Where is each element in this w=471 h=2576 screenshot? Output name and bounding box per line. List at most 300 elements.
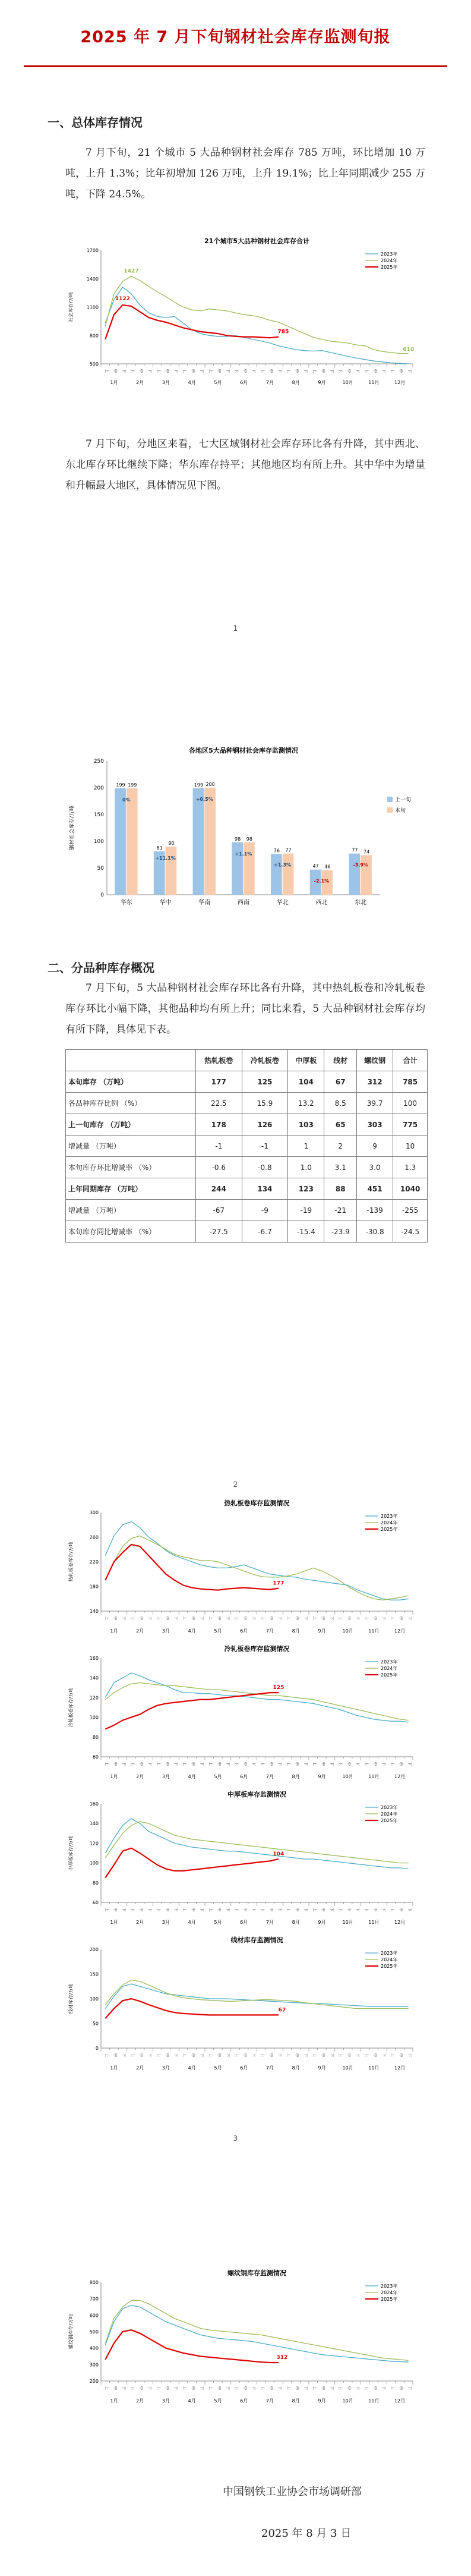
x-sub-tick-label: 下 [121, 369, 126, 373]
x-sub-tick-label: 下 [199, 2053, 204, 2058]
x-sub-tick-label: 下 [199, 1616, 204, 1621]
category-label: 东北 [355, 899, 367, 906]
table-cell: 178 [196, 1114, 242, 1136]
y-tick-label: 120 [89, 1841, 99, 1847]
x-month-label: 8月 [292, 1920, 300, 1925]
table-header: 热轧板卷 [196, 1050, 242, 1071]
bar-value-label: 90 [168, 841, 175, 846]
legend-label: 2023年 [381, 1659, 398, 1665]
x-month-label: 1月 [110, 1628, 118, 1634]
table-cell: 126 [242, 1114, 288, 1136]
table-cell: 65 [324, 1114, 357, 1136]
x-sub-tick-label: 中 [165, 2053, 169, 2058]
x-month-label: 2月 [136, 380, 144, 385]
x-sub-tick-label: 中 [346, 1616, 351, 1621]
chart-title: 中厚板库存监测情况 [227, 1791, 286, 1798]
x-month-label: 11月 [368, 1920, 380, 1925]
table-cell: 15.9 [242, 1093, 288, 1114]
x-sub-tick-label: 下 [303, 1762, 308, 1766]
data-label: 1427 [124, 268, 139, 275]
legend-label: 2023年 [381, 1805, 398, 1810]
x-sub-tick-label: 下 [147, 1762, 152, 1766]
table-row [66, 1093, 428, 1114]
x-sub-tick-label: 下 [173, 1762, 178, 1766]
x-sub-tick-label: 下 [173, 2053, 178, 2058]
page-title: 2025 年 7 月下旬钢材社会库存监测旬报 [80, 28, 391, 46]
x-sub-tick-label: 上 [104, 1762, 109, 1766]
x-sub-tick-label: 上 [363, 369, 368, 373]
x-sub-tick-label: 下 [303, 1908, 308, 1912]
table-cell: 775 [393, 1114, 428, 1136]
table-cell: -9 [242, 1200, 288, 1221]
table-row-label: 本旬库存同比增减率 （%） [66, 1221, 196, 1243]
x-sub-tick-label: 下 [251, 1616, 256, 1621]
table-cell: -255 [393, 1200, 428, 1221]
x-month-label: 3月 [162, 1774, 170, 1779]
table-cell: -0.8 [242, 1157, 288, 1178]
x-sub-tick-label: 中 [138, 369, 143, 373]
table-cell: 3.1 [324, 1157, 357, 1178]
x-sub-tick-label: 下 [147, 2386, 152, 2391]
x-month-label: 8月 [292, 1628, 300, 1634]
x-sub-tick-label: 上 [286, 1616, 290, 1621]
x-month-label: 7月 [265, 2398, 274, 2404]
data-label: 67 [278, 2007, 286, 2014]
y-tick-label: 800 [89, 2280, 99, 2285]
x-sub-tick-label: 下 [329, 1616, 334, 1621]
x-month-label: 9月 [318, 1920, 326, 1925]
table-row [66, 1178, 428, 1200]
table-cell: 39.7 [356, 1093, 393, 1114]
table-cell: 103 [288, 1114, 324, 1136]
x-sub-tick-label: 上 [363, 1908, 368, 1912]
y-tick-label: 160 [89, 1656, 99, 1661]
x-sub-tick-label: 中 [295, 1908, 299, 1912]
x-month-label: 6月 [240, 2065, 248, 2071]
data-label: 312 [276, 2355, 288, 2361]
category-label: 华南 [198, 899, 211, 906]
table-header: 螺纹钢 [356, 1050, 393, 1071]
table-cell: 125 [242, 1071, 288, 1093]
x-month-label: 10月 [342, 1628, 353, 1634]
x-sub-tick-label: 上 [260, 2386, 264, 2391]
section-2-heading: 二、分品种库存概况 [48, 961, 154, 975]
x-month-label: 10月 [342, 2398, 353, 2404]
bar-本旬 [244, 842, 255, 895]
bar-本旬 [166, 847, 177, 895]
table-cell: 1040 [393, 1178, 428, 1200]
bar-value-label: 200 [206, 782, 215, 787]
chart-title: 各地区5大品种钢材社会库存监测情况 [189, 747, 298, 754]
x-sub-tick-label: 上 [156, 1908, 160, 1912]
legend-label: 2023年 [381, 2284, 398, 2289]
section-1-paragraph: 7 月下旬，21 个城市 5 大品种钢材社会库存 785 万吨，环比增加 10 万吨，上升 1.3%；比年初增加 126 万吨，上升 19.1%；比上年同期减少 255 万吨，下降 24.5%。 [65, 147, 425, 200]
x-sub-tick-label: 下 [381, 1908, 385, 1912]
x-sub-tick-label: 上 [234, 1908, 239, 1912]
x-month-label: 4月 [188, 2065, 196, 2071]
y-tick-label: 140 [89, 1821, 99, 1827]
hot-rolled-chart [65, 1498, 422, 1635]
y-tick-label: 150 [93, 812, 104, 818]
x-sub-tick-label: 上 [338, 1908, 343, 1912]
x-sub-tick-label: 上 [182, 1908, 186, 1912]
table-row [66, 1221, 428, 1243]
x-sub-tick-label: 中 [295, 369, 299, 373]
table-row [66, 1157, 428, 1178]
x-sub-tick-label: 下 [381, 369, 385, 373]
x-sub-tick-label: 中 [268, 369, 273, 373]
x-month-label: 2月 [136, 1920, 144, 1925]
table-cell: 100 [393, 1093, 428, 1114]
x-sub-tick-label: 中 [268, 1762, 273, 1766]
x-month-label: 4月 [188, 1628, 196, 1634]
x-sub-tick-label: 中 [399, 369, 403, 373]
table-cell: -6.7 [242, 1221, 288, 1243]
series-line-2023年 [105, 1819, 408, 1869]
x-sub-tick-label: 中 [112, 1616, 117, 1621]
table-row [66, 1071, 428, 1093]
data-label: 1122 [115, 295, 130, 302]
x-sub-tick-label: 下 [381, 2053, 385, 2058]
y-tick-label: 700 [89, 2296, 99, 2302]
x-month-label: 10月 [342, 2065, 353, 2071]
x-month-label: 11月 [368, 1628, 380, 1634]
x-sub-tick-label: 中 [399, 2053, 403, 2058]
y-tick-label: 80 [92, 1880, 99, 1886]
x-sub-tick-label: 上 [156, 2053, 160, 2058]
table-row-label: 增减量 （万吨） [66, 1136, 196, 1157]
table-row-label: 各品种库存比例 （%） [66, 1093, 196, 1114]
y-tick-label: 160 [89, 1801, 99, 1807]
y-tick-label: 1700 [86, 248, 99, 253]
table-cell: 303 [356, 1114, 393, 1136]
x-sub-tick-label: 下 [277, 1908, 282, 1912]
x-month-label: 9月 [318, 1774, 326, 1779]
legend-label: 本旬 [395, 808, 406, 814]
x-sub-tick-label: 下 [173, 1908, 178, 1912]
x-sub-tick-label: 下 [329, 2053, 334, 2058]
table-row [66, 1200, 428, 1221]
bar-value-label: 81 [156, 845, 163, 851]
x-month-label: 9月 [318, 1628, 326, 1634]
table-cell: -27.5 [196, 1221, 242, 1243]
legend-label: 2025年 [381, 1527, 398, 1532]
legend-label: 2024年 [381, 1811, 398, 1817]
bar-value-label: 199 [116, 782, 125, 788]
x-month-label: 6月 [240, 1774, 248, 1779]
x-sub-tick-label: 上 [234, 369, 239, 373]
category-label: 华中 [159, 899, 172, 906]
x-month-label: 5月 [214, 380, 222, 385]
x-month-label: 12月 [394, 1920, 406, 1925]
y-tick-label: 800 [89, 333, 99, 339]
x-sub-tick-label: 上 [260, 1908, 264, 1912]
legend-label: 2023年 [381, 1514, 398, 1519]
x-sub-tick-label: 下 [277, 1762, 282, 1766]
x-sub-tick-label: 中 [242, 369, 247, 373]
x-sub-tick-label: 中 [346, 1908, 351, 1912]
table-cell: 177 [196, 1071, 242, 1093]
x-sub-tick-label: 上 [363, 1762, 368, 1766]
x-sub-tick-label: 上 [182, 2053, 186, 2058]
section-1-paragraph-2: 7 月下旬，分地区来看，七大区域钢材社会库存环比各有升降，其中西北、东北库存环比继续下降；华东库存持平；其他地区均有所上升。其中华中为增量和升幅最大地区，具体情况见下图。 [65, 438, 425, 492]
x-sub-tick-label: 中 [216, 369, 221, 373]
x-sub-tick-label: 上 [234, 2053, 239, 2058]
x-month-label: 1月 [110, 1774, 118, 1779]
table-cell: 1.3 [393, 1157, 428, 1178]
series-line-2025年 [105, 1545, 279, 1590]
x-sub-tick-label: 上 [104, 2386, 109, 2391]
x-sub-tick-label: 下 [199, 1908, 204, 1912]
total-inventory-chart [65, 235, 422, 386]
x-sub-tick-label: 上 [363, 2053, 368, 2058]
y-tick-label: 260 [89, 1534, 99, 1540]
x-month-label: 4月 [188, 380, 196, 385]
x-sub-tick-label: 中 [191, 2386, 195, 2391]
x-sub-tick-label: 下 [407, 2053, 412, 2058]
x-sub-tick-label: 中 [372, 2386, 377, 2391]
x-month-label: 9月 [318, 380, 326, 385]
table-cell: 22.5 [196, 1093, 242, 1114]
table-cell: 8.5 [324, 1093, 357, 1114]
bar-value-label: 47 [312, 863, 319, 869]
x-month-label: 7月 [265, 1920, 274, 1925]
x-sub-tick-label: 中 [372, 369, 377, 373]
rebar-chart [65, 2268, 422, 2405]
x-sub-tick-label: 中 [112, 2386, 117, 2391]
cold-rolled-chart [65, 1644, 422, 1781]
y-tick-label: 50 [92, 2021, 99, 2027]
x-sub-tick-label: 下 [381, 1616, 385, 1621]
x-sub-tick-label: 下 [121, 2386, 126, 2391]
x-sub-tick-label: 下 [121, 1762, 126, 1766]
bar-上一旬 [271, 854, 282, 895]
x-sub-tick-label: 上 [130, 1762, 135, 1766]
x-sub-tick-label: 上 [338, 2386, 343, 2391]
change-label: +0.5% [195, 797, 213, 802]
bar-上一旬 [193, 788, 204, 895]
page-number: 3 [233, 2134, 238, 2143]
table-header: 线材 [324, 1050, 357, 1071]
x-sub-tick-label: 中 [242, 1762, 247, 1766]
x-sub-tick-label: 中 [320, 2053, 325, 2058]
y-tick-label: 250 [93, 759, 104, 765]
legend-label: 上一旬 [395, 797, 412, 803]
x-month-label: 6月 [240, 380, 248, 385]
category-label: 西北 [315, 899, 328, 906]
data-label: 785 [277, 329, 289, 335]
x-sub-tick-label: 上 [130, 1908, 135, 1912]
x-sub-tick-label: 上 [156, 2386, 160, 2391]
x-sub-tick-label: 下 [355, 1616, 360, 1621]
x-sub-tick-label: 下 [407, 1908, 412, 1912]
series-line-2025年 [105, 2330, 279, 2363]
x-month-label: 12月 [394, 380, 406, 385]
x-sub-tick-label: 下 [355, 1908, 360, 1912]
x-sub-tick-label: 下 [381, 2386, 385, 2391]
table-cell: 67 [324, 1071, 357, 1093]
table-cell: 312 [356, 1071, 393, 1093]
category-label: 西南 [238, 899, 249, 906]
x-sub-tick-label: 中 [320, 1908, 325, 1912]
x-sub-tick-label: 上 [260, 1616, 264, 1621]
x-sub-tick-label: 上 [286, 1908, 290, 1912]
table-cell: 3.0 [356, 1157, 393, 1178]
table-cell: 104 [288, 1071, 324, 1093]
x-sub-tick-label: 中 [242, 2386, 247, 2391]
x-sub-tick-label: 上 [312, 2386, 317, 2391]
x-sub-tick-label: 上 [338, 2053, 343, 2058]
x-sub-tick-label: 中 [191, 2053, 195, 2058]
x-sub-tick-label: 下 [277, 369, 282, 373]
x-month-label: 5月 [214, 2398, 222, 2404]
inventory-table [65, 1049, 428, 1243]
x-sub-tick-label: 上 [182, 2386, 186, 2391]
x-month-label: 5月 [214, 1920, 222, 1925]
x-sub-tick-label: 上 [130, 2053, 135, 2058]
series-line-2023年 [105, 1673, 408, 1722]
bar-本旬 [361, 855, 372, 895]
table-cell: -21 [324, 1200, 357, 1221]
chart-title: 线材库存监测情况 [230, 1936, 283, 1944]
bar-上一旬 [232, 842, 243, 895]
table-cell: -23.9 [324, 1221, 357, 1243]
x-sub-tick-label: 下 [121, 2053, 126, 2058]
y-tick-label: 150 [89, 1971, 99, 1977]
x-sub-tick-label: 中 [372, 2053, 377, 2058]
y-tick-label: 50 [97, 866, 104, 872]
bar-本旬 [127, 788, 138, 895]
y-tick-label: 140 [89, 1675, 99, 1681]
x-sub-tick-label: 下 [199, 2386, 204, 2391]
x-sub-tick-label: 上 [182, 1616, 186, 1621]
x-sub-tick-label: 中 [165, 1908, 169, 1912]
x-sub-tick-label: 上 [208, 1616, 213, 1621]
x-sub-tick-label: 中 [268, 1616, 273, 1621]
x-sub-tick-label: 下 [147, 1616, 152, 1621]
change-label: -2.1% [314, 878, 330, 884]
signature-org: 中国钢铁工业协会市场调研部 [223, 2486, 362, 2498]
table-cell: 1.0 [288, 1157, 324, 1178]
x-sub-tick-label: 下 [251, 1762, 256, 1766]
legend-label: 2024年 [381, 2290, 398, 2295]
x-sub-tick-label: 中 [138, 1908, 143, 1912]
x-sub-tick-label: 上 [286, 2053, 290, 2058]
x-month-label: 4月 [188, 1920, 196, 1925]
x-month-label: 11月 [368, 2398, 380, 2404]
legend-label: 2024年 [381, 1520, 398, 1526]
chart-title: 螺纹钢库存监测情况 [227, 2269, 286, 2277]
bar-value-label: 98 [246, 836, 252, 842]
x-sub-tick-label: 上 [312, 1908, 317, 1912]
y-axis-label: 线材库存/万吨 [68, 1983, 74, 2014]
x-sub-tick-label: 上 [130, 1616, 135, 1621]
x-sub-tick-label: 下 [225, 369, 230, 373]
x-month-label: 8月 [292, 2398, 300, 2404]
y-axis-label: 螺纹钢库存/万吨 [68, 2314, 74, 2349]
y-tick-label: 200 [93, 785, 104, 791]
title-rule [24, 65, 447, 67]
x-month-label: 6月 [240, 1628, 248, 1634]
x-sub-tick-label: 中 [295, 2053, 299, 2058]
x-sub-tick-label: 中 [112, 369, 117, 373]
x-sub-tick-label: 下 [355, 2053, 360, 2058]
series-line-2024年 [105, 1683, 408, 1721]
x-sub-tick-label: 下 [225, 1762, 230, 1766]
x-sub-tick-label: 中 [372, 1616, 377, 1621]
legend-swatch [387, 807, 393, 813]
x-sub-tick-label: 中 [295, 1762, 299, 1766]
x-sub-tick-label: 中 [165, 369, 169, 373]
x-sub-tick-label: 下 [277, 2386, 282, 2391]
x-month-label: 9月 [318, 2065, 326, 2071]
table-row-label: 本旬库存环比增减率 （%） [66, 1157, 196, 1178]
table-cell: 244 [196, 1178, 242, 1200]
legend-label: 2024年 [381, 258, 398, 263]
x-sub-tick-label: 上 [104, 1908, 109, 1912]
x-sub-tick-label: 中 [346, 2053, 351, 2058]
x-month-label: 10月 [342, 1920, 353, 1925]
x-sub-tick-label: 下 [407, 1616, 412, 1621]
x-sub-tick-label: 上 [338, 1762, 343, 1766]
x-month-label: 11月 [368, 380, 380, 385]
x-month-label: 1月 [110, 1920, 118, 1925]
y-tick-label: 80 [92, 1734, 99, 1740]
x-sub-tick-label: 中 [112, 1908, 117, 1912]
x-month-label: 7月 [265, 380, 274, 385]
legend-swatch [387, 797, 393, 802]
x-month-label: 3月 [162, 1920, 170, 1925]
y-axis-label: 冷轧板卷库存/万吨 [68, 1687, 74, 1728]
x-sub-tick-label: 下 [355, 369, 360, 373]
x-sub-tick-label: 下 [199, 1762, 204, 1766]
x-sub-tick-label: 上 [390, 1762, 394, 1766]
table-cell: -15.4 [288, 1221, 324, 1243]
table-header: 中厚板 [288, 1050, 324, 1071]
y-tick-label: 140 [89, 1609, 99, 1614]
bar-上一旬 [349, 854, 360, 895]
x-month-label: 5月 [214, 1774, 222, 1779]
x-sub-tick-label: 上 [156, 1616, 160, 1621]
table-header: 冷轧板卷 [242, 1050, 288, 1071]
x-sub-tick-label: 中 [399, 1908, 403, 1912]
x-month-label: 10月 [342, 380, 353, 385]
x-month-label: 2月 [136, 2398, 144, 2404]
table-cell: -67 [196, 1200, 242, 1221]
bar-value-label: 77 [285, 847, 292, 853]
x-sub-tick-label: 上 [104, 369, 109, 373]
x-month-label: 11月 [368, 2065, 380, 2071]
bar-value-label: 98 [235, 836, 241, 842]
x-month-label: 12月 [394, 1628, 406, 1634]
x-sub-tick-label: 上 [130, 369, 135, 373]
x-sub-tick-label: 上 [234, 1762, 239, 1766]
x-sub-tick-label: 下 [225, 2053, 230, 2058]
x-sub-tick-label: 上 [182, 369, 186, 373]
data-label: 104 [273, 1851, 285, 1857]
table-cell: -0.6 [196, 1157, 242, 1178]
legend-label: 2025年 [381, 1818, 398, 1823]
data-label: 610 [403, 347, 415, 353]
x-sub-tick-label: 中 [165, 1762, 169, 1766]
x-sub-tick-label: 上 [312, 369, 317, 373]
x-sub-tick-label: 中 [268, 2386, 273, 2391]
y-axis-label: 中厚板库存/万吨 [68, 1835, 74, 1871]
series-line-2024年 [105, 1536, 408, 1600]
x-month-label: 3月 [162, 2065, 170, 2071]
x-sub-tick-label: 中 [191, 1908, 195, 1912]
x-sub-tick-label: 下 [407, 2386, 412, 2391]
